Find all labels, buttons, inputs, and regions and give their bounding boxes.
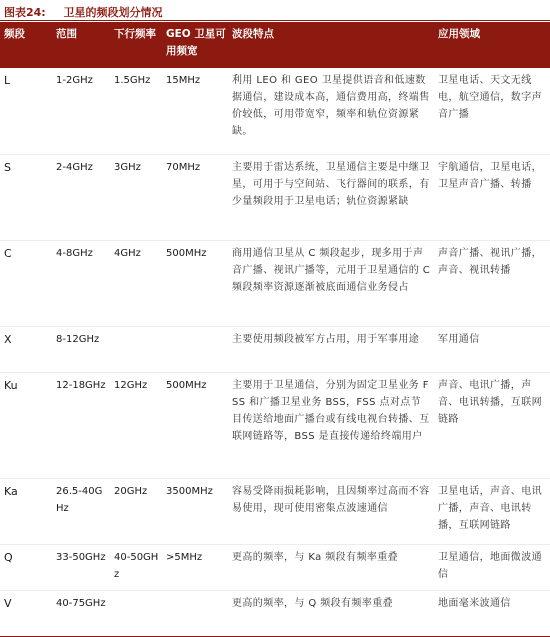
cell-downlink <box>110 590 162 636</box>
cell-applications: 声音、电讯广播，声音、电讯转播，互联网链路 <box>438 379 542 425</box>
table-row <box>0 478 550 544</box>
header-band: 频段 <box>4 28 25 40</box>
cell-geo-bandwidth: 3500MHz <box>166 485 213 497</box>
table-header-row <box>0 22 550 68</box>
cell-applications: 卫星电话，声音、电讯广播，声音、电讯转播，互联网链路 <box>438 485 542 531</box>
cell-geo-bandwidth: 15MHz <box>166 75 201 86</box>
cell-downlink: 40-50GHz <box>114 551 159 580</box>
cell-features: 利用 LEO 和 GEO 卫星提供语音和低速数据通信，建设成本高，通信费用高，终端售价较低，可用带宽窄，频率和轨位资源紧缺。 <box>232 75 430 137</box>
cell-geo-bandwidth <box>162 590 228 636</box>
band-table <box>0 22 550 637</box>
cell-band: Q <box>4 550 13 564</box>
figure-caption <box>4 4 163 20</box>
cell-features: 主要使用频段被军方占用，用于军事用途 <box>232 333 420 345</box>
cell-geo-bandwidth: >5MHz <box>166 551 203 563</box>
cell-features: 容易受降雨损耗影响，且因频率过高而不容易使用，现可使用密集点波速通信 <box>232 485 430 514</box>
header-geo-bandwidth: GEO 卫星可用频宽 <box>166 28 226 57</box>
cell-features: 主要用于雷达系统，卫星通信主要是中继卫星，可用于与空间站、飞行器间的联系，有少量频段用于卫星电话；轨位资源紧缺 <box>232 161 430 207</box>
table-row <box>0 372 550 478</box>
cell-range: 1-2GHz <box>56 75 93 86</box>
figure-title: 卫星的频段划分情况 <box>63 6 163 19</box>
cell-band: Ka <box>4 484 18 498</box>
table-row <box>0 590 550 636</box>
cell-range: 33-50GHz <box>56 551 106 563</box>
cell-features: 更高的频率，与 Q 频段有频率重叠 <box>232 597 394 609</box>
cell-geo-bandwidth <box>162 326 228 372</box>
cell-geo-bandwidth: 70MHz <box>166 161 201 173</box>
cell-range: 40-75GHz <box>56 597 106 609</box>
cell-band: S <box>4 160 11 174</box>
cell-applications: 声音广播、视讯广播，声音、视讯转播 <box>438 247 542 276</box>
table-row <box>0 154 550 240</box>
cell-geo-bandwidth: 500MHz <box>166 379 207 391</box>
cell-band: V <box>4 596 12 610</box>
cell-range: 2-4GHz <box>56 161 93 173</box>
cell-downlink: 12GHz <box>114 379 148 391</box>
figure-label: 图表24: <box>4 6 46 19</box>
header-applications: 应用领域 <box>438 28 480 40</box>
cell-band: Ku <box>4 378 18 392</box>
cell-downlink: 4GHz <box>114 247 141 259</box>
cell-features: 主要用于卫星通信，分别为固定卫星业务 FSS 和广播卫星业务 BSS，FSS 点对点节目传送给地面广播台或有线电视台转播、互联网链路等，BSS 是直接传递给终端用户 <box>232 379 430 442</box>
table-row <box>0 240 550 326</box>
cell-band: X <box>4 332 12 346</box>
cell-downlink: 3GHz <box>114 161 141 173</box>
cell-range: 12-18GHz <box>56 379 106 391</box>
cell-band: L <box>4 74 11 87</box>
cell-geo-bandwidth: 500MHz <box>166 247 207 259</box>
cell-range: 4-8GHz <box>56 247 93 259</box>
header-features: 波段特点 <box>232 28 274 40</box>
cell-applications: 宇航通信，卫星电话，卫星声音广播、转播 <box>438 161 542 190</box>
cell-range: 8-12GHz <box>56 333 100 345</box>
caption-divider <box>0 20 550 21</box>
cell-applications: 地面毫米波通信 <box>438 597 511 609</box>
cell-range: 26.5-40GHz <box>56 485 103 514</box>
cell-downlink: 20GHz <box>114 485 148 497</box>
cell-features: 更高的频率，与 Ka 频段有频率重叠 <box>232 551 399 563</box>
cell-applications: 卫星电话、天文无线电，航空通信，数字声音广播 <box>438 75 542 120</box>
cell-band: C <box>4 246 12 260</box>
cell-downlink: 1.5GHz <box>114 75 151 86</box>
cell-downlink <box>110 326 162 372</box>
cell-applications: 卫星通信，地面微波通信 <box>438 551 542 580</box>
table-row <box>0 326 550 372</box>
header-downlink: 下行频率 <box>114 28 156 40</box>
table-row <box>0 68 550 154</box>
header-range: 范围 <box>56 28 77 40</box>
table-row <box>0 544 550 590</box>
cell-features: 商用通信卫星从 C 频段起步，现多用于声音广播、视讯广播等，元用于卫星通信的 C 频段频率资源逐渐被底面通信业务侵占 <box>232 247 431 293</box>
cell-applications: 军用通信 <box>438 333 480 345</box>
